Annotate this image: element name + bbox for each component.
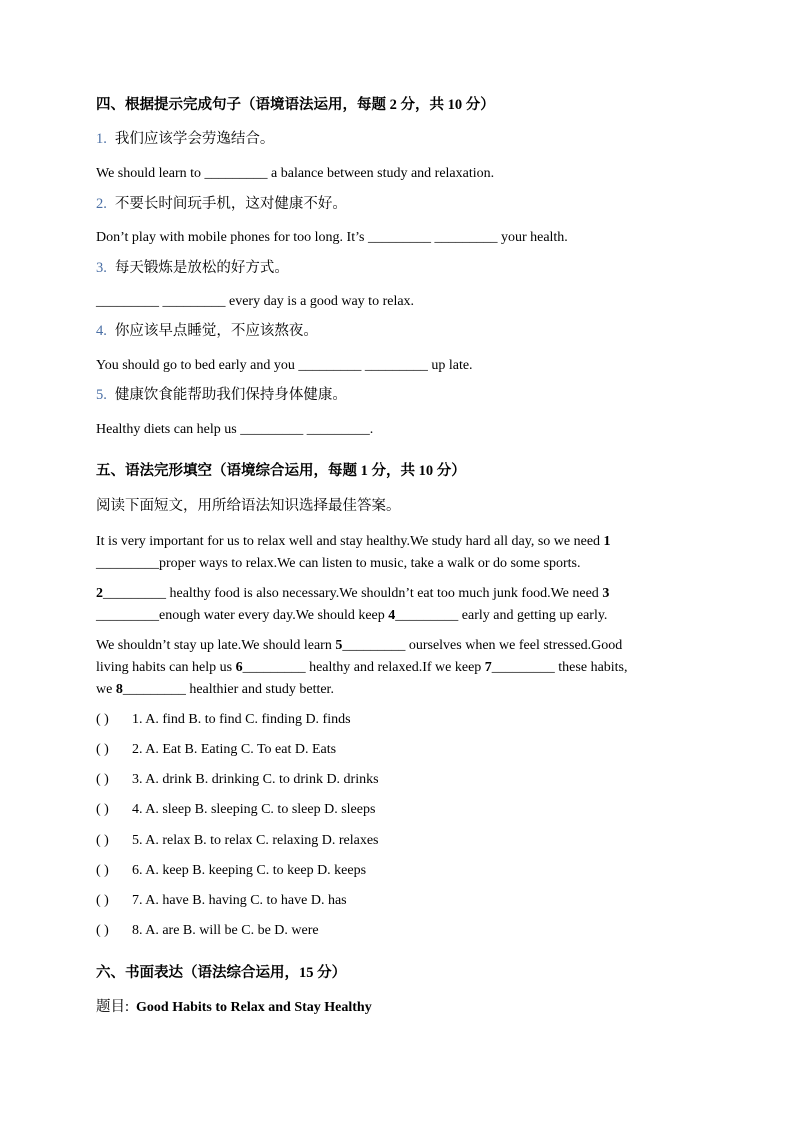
answer-option-row xyxy=(96,832,378,850)
item-number: 3. xyxy=(96,260,107,276)
section4-item3-prompt xyxy=(96,259,289,277)
chinese-sentence: 我们应该学会劳逸结合。 xyxy=(114,131,275,147)
section4-item1-prompt xyxy=(96,130,274,148)
section4-item5-answer: Healthy diets can help us _________ _________. xyxy=(96,422,374,437)
passage-text: _________enough water every day.We should keep xyxy=(96,608,389,623)
answer-bracket[interactable]: ( ) xyxy=(96,712,109,727)
answer-bracket[interactable]: ( ) xyxy=(96,923,109,938)
blank-number: 1 xyxy=(603,534,611,549)
passage-text: _________ ourselves when we feel stressed.Good xyxy=(342,638,623,653)
item-number: 1. xyxy=(96,131,107,147)
passage-line xyxy=(96,585,609,603)
section5-instruction: 阅读下面短文，用所给语法知识选择最佳答案。 xyxy=(96,498,401,514)
passage-text: we xyxy=(96,682,116,697)
option-text: 5. A. relax B. to relax C. relaxing D. relaxes xyxy=(132,833,379,848)
section4-item3-answer: _________ _________ every day is a good way to relax. xyxy=(96,294,415,309)
option-text: 2. A. Eat B. Eating C. To eat D. Eats xyxy=(132,742,337,757)
section5-heading: 五、语法完形填空（语境综合运用，每题 1 分，共 10 分） xyxy=(96,463,466,479)
blank-number: 4 xyxy=(388,608,396,623)
item-number: 5. xyxy=(96,387,107,403)
passage-line: _________proper ways to relax.We can listen to music, take a walk or do some sports. xyxy=(96,556,581,571)
passage-line xyxy=(96,607,607,625)
section4-item2-prompt xyxy=(96,195,347,213)
answer-option-row xyxy=(96,741,336,759)
option-text: 8. A. are B. will be C. be D. were xyxy=(132,923,319,938)
passage-text: We shouldn’t stay up late.We should learn xyxy=(96,638,336,653)
blank-number: 8 xyxy=(115,682,123,697)
answer-option-row xyxy=(96,922,319,940)
section4-item4-answer: You should go to bed early and you _________ _________ up late. xyxy=(96,358,473,373)
blank-number: 5 xyxy=(335,638,343,653)
passage-text: living habits can help us xyxy=(96,660,236,675)
answer-bracket[interactable]: ( ) xyxy=(96,772,109,787)
topic-title: Good Habits to Relax and Stay Healthy xyxy=(136,1000,372,1015)
option-text: 3. A. drink B. drinking C. to drink D. drinks xyxy=(132,772,379,787)
option-text: 4. A. sleep B. sleeping C. to sleep D. sleeps xyxy=(132,802,376,817)
item-number: 4. xyxy=(96,323,107,339)
section6-heading: 六、书面表达（语法综合运用，15 分） xyxy=(96,965,347,981)
blank-number: 3 xyxy=(602,586,610,601)
answer-bracket[interactable]: ( ) xyxy=(96,742,109,757)
section4-item5-prompt xyxy=(96,386,347,404)
chinese-sentence: 健康饮食能帮助我们保持身体健康。 xyxy=(114,387,347,403)
passage-line xyxy=(96,681,334,699)
answer-bracket[interactable]: ( ) xyxy=(96,863,109,878)
passage-text: _________ healthy and relaxed.If we keep xyxy=(242,660,485,675)
section4-item2-answer: Don’t play with mobile phones for too long. It’s _________ _________ your health. xyxy=(96,230,568,245)
answer-option-row xyxy=(96,862,366,880)
chinese-sentence: 每天锻炼是放松的好方式。 xyxy=(114,260,289,276)
item-number: 2. xyxy=(96,196,107,212)
passage-text: It is very important for us to relax well and stay healthy.We study hard all day, so we need xyxy=(96,534,604,549)
passage-line xyxy=(96,659,628,677)
blank-number: 7 xyxy=(484,660,492,675)
blank-number: 2 xyxy=(96,586,103,601)
section4-heading: 四、根据提示完成句子（语境语法运用，每题 2 分，共 10 分） xyxy=(96,97,495,113)
chinese-sentence: 你应该早点睡觉，不应该熬夜。 xyxy=(114,323,318,339)
answer-option-row xyxy=(96,711,351,729)
answer-bracket[interactable]: ( ) xyxy=(96,802,109,817)
passage-line xyxy=(96,533,611,551)
option-text: 7. A. have B. having C. to have D. has xyxy=(132,893,347,908)
passage-text: _________ these habits, xyxy=(491,660,628,675)
passage-text: _________ healthier and study better. xyxy=(122,682,334,697)
topic-label: 题目: xyxy=(96,999,130,1015)
passage-line xyxy=(96,637,622,655)
section4-item1-answer: We should learn to _________ a balance between study and relaxation. xyxy=(96,166,495,181)
answer-option-row xyxy=(96,801,375,819)
answer-option-row xyxy=(96,771,379,789)
option-text: 1. A. find B. to find C. finding D. finds xyxy=(132,712,351,727)
answer-bracket[interactable]: ( ) xyxy=(96,893,109,908)
writing-topic xyxy=(96,998,372,1017)
answer-bracket[interactable]: ( ) xyxy=(96,833,109,848)
passage-text: _________ healthy food is also necessary.We shouldn’t eat too much junk food.We need xyxy=(103,586,603,601)
option-text: 6. A. keep B. keeping C. to keep D. keeps xyxy=(132,863,367,878)
blank-number: 6 xyxy=(235,660,243,675)
answer-option-row xyxy=(96,892,347,910)
passage-text: _________ early and getting up early. xyxy=(395,608,608,623)
section4-item4-prompt xyxy=(96,322,318,340)
chinese-sentence: 不要长时间玩手机，这对健康不好。 xyxy=(114,196,347,212)
